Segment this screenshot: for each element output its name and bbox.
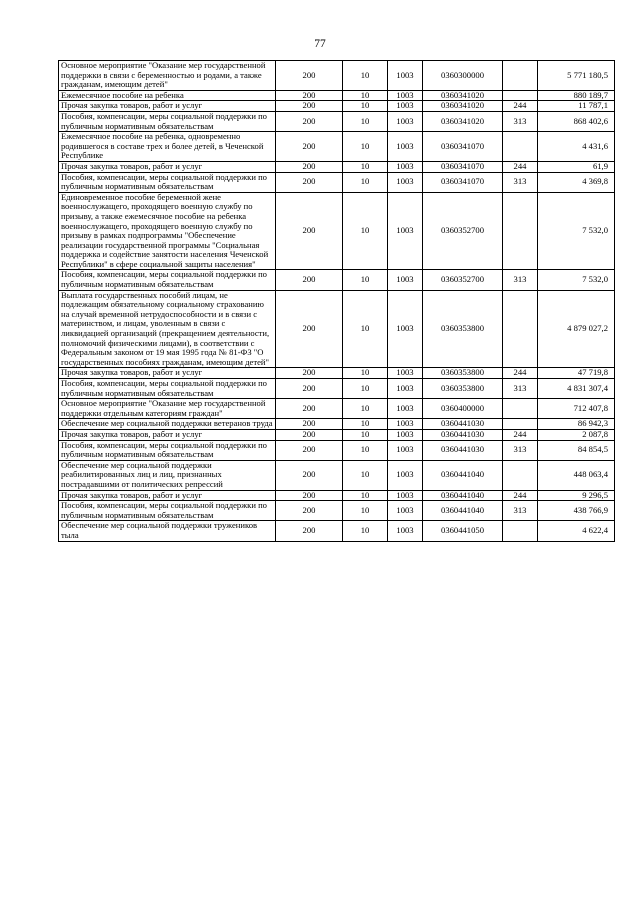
row-section-code: 10 bbox=[343, 111, 388, 131]
row-ved-code: 200 bbox=[276, 61, 343, 91]
row-section-code: 10 bbox=[343, 61, 388, 91]
row-ved-code: 200 bbox=[276, 440, 343, 460]
row-section-code: 10 bbox=[343, 192, 388, 270]
table-row bbox=[59, 399, 615, 419]
row-subsection-code: 1003 bbox=[388, 192, 423, 270]
row-ved-code: 200 bbox=[276, 429, 343, 440]
row-amount: 438 766,9 bbox=[538, 501, 615, 521]
row-subsection-code: 1003 bbox=[388, 490, 423, 501]
row-expense-type-code bbox=[503, 192, 538, 270]
row-expense-type-code: 313 bbox=[503, 379, 538, 399]
row-ved-code: 200 bbox=[276, 172, 343, 192]
row-amount: 4 431,6 bbox=[538, 132, 615, 162]
table-row bbox=[59, 419, 615, 430]
row-amount: 7 532,0 bbox=[538, 270, 615, 290]
row-expense-type-code bbox=[503, 419, 538, 430]
row-subsection-code: 1003 bbox=[388, 419, 423, 430]
row-ved-code: 200 bbox=[276, 521, 343, 541]
row-name: Пособия, компенсации, меры социальной поддержки по публичным нормативным обязательствам bbox=[59, 111, 276, 131]
row-expense-type-code: 244 bbox=[503, 368, 538, 379]
row-section-code: 10 bbox=[343, 101, 388, 112]
row-ved-code: 200 bbox=[276, 419, 343, 430]
row-section-code: 10 bbox=[343, 521, 388, 541]
row-ved-code: 200 bbox=[276, 501, 343, 521]
row-target-article-code: 0360400000 bbox=[423, 399, 503, 419]
row-ved-code: 200 bbox=[276, 161, 343, 172]
row-name: Прочая закупка товаров, работ и услуг bbox=[59, 429, 276, 440]
row-section-code: 10 bbox=[343, 90, 388, 101]
row-target-article-code: 0360353800 bbox=[423, 290, 503, 368]
table-row bbox=[59, 379, 615, 399]
row-section-code: 10 bbox=[343, 368, 388, 379]
table-row bbox=[59, 270, 615, 290]
row-expense-type-code bbox=[503, 61, 538, 91]
row-amount: 7 532,0 bbox=[538, 192, 615, 270]
table-row bbox=[59, 161, 615, 172]
row-subsection-code: 1003 bbox=[388, 440, 423, 460]
row-name: Основное мероприятие "Оказание мер государственной поддержки отдельным категориям граждан" bbox=[59, 399, 276, 419]
row-amount: 4 622,4 bbox=[538, 521, 615, 541]
row-name: Пособия, компенсации, меры социальной поддержки по публичным нормативным обязательствам bbox=[59, 172, 276, 192]
row-amount: 11 787,1 bbox=[538, 101, 615, 112]
table-row bbox=[59, 290, 615, 368]
row-section-code: 10 bbox=[343, 379, 388, 399]
row-amount: 2 087,8 bbox=[538, 429, 615, 440]
row-target-article-code: 0360441040 bbox=[423, 501, 503, 521]
row-amount: 5 771 180,5 bbox=[538, 61, 615, 91]
row-subsection-code: 1003 bbox=[388, 90, 423, 101]
row-ved-code: 200 bbox=[276, 101, 343, 112]
table-row bbox=[59, 101, 615, 112]
row-name: Единовременное пособие беременной жене военнослужащего, проходящего военную службу по призыву, а также ежемесячное пособие на ребенка военнослужащего, проходящего военную службу по призыву в рамках подпрограммы "Обеспечение реализации государственной программы "Социальная поддержка и содействие занятости населения Чеченской Республики" в сфере социальной защиты населения" bbox=[59, 192, 276, 270]
row-expense-type-code bbox=[503, 290, 538, 368]
row-name: Пособия, компенсации, меры социальной поддержки по публичным нормативным обязательствам bbox=[59, 379, 276, 399]
row-expense-type-code: 313 bbox=[503, 501, 538, 521]
table-row bbox=[59, 368, 615, 379]
table-row bbox=[59, 90, 615, 101]
row-subsection-code: 1003 bbox=[388, 460, 423, 490]
row-name: Выплата государственных пособий лицам, не подлежащим обязательному социальному страхованию на случай временной нетрудоспособности и в связи с материнством, и лицам, уволенным в связи с ликвидацией организаций (прекращением деятельности, полномочий физическими лицами), в соответствии с Федеральным законом от 19 мая 1995 года № 81-ФЗ "О государственных пособиях гражданам, имеющим детей" bbox=[59, 290, 276, 368]
row-subsection-code: 1003 bbox=[388, 161, 423, 172]
row-name: Основное мероприятие "Оказание мер государственной поддержки в связи с беременностью и родами, а также гражданам, имеющим детей" bbox=[59, 61, 276, 91]
row-name: Прочая закупка товаров, работ и услуг bbox=[59, 101, 276, 112]
row-section-code: 10 bbox=[343, 172, 388, 192]
row-target-article-code: 0360353800 bbox=[423, 368, 503, 379]
row-target-article-code: 0360341020 bbox=[423, 101, 503, 112]
row-amount: 61,9 bbox=[538, 161, 615, 172]
row-section-code: 10 bbox=[343, 419, 388, 430]
row-ved-code: 200 bbox=[276, 368, 343, 379]
row-section-code: 10 bbox=[343, 132, 388, 162]
row-subsection-code: 1003 bbox=[388, 379, 423, 399]
row-ved-code: 200 bbox=[276, 132, 343, 162]
row-expense-type-code bbox=[503, 460, 538, 490]
table-row bbox=[59, 172, 615, 192]
row-amount: 712 407,8 bbox=[538, 399, 615, 419]
row-target-article-code: 0360441030 bbox=[423, 429, 503, 440]
row-expense-type-code: 244 bbox=[503, 490, 538, 501]
row-name: Прочая закупка товаров, работ и услуг bbox=[59, 368, 276, 379]
row-subsection-code: 1003 bbox=[388, 399, 423, 419]
row-expense-type-code: 313 bbox=[503, 172, 538, 192]
row-amount: 4 879 027,2 bbox=[538, 290, 615, 368]
row-ved-code: 200 bbox=[276, 399, 343, 419]
row-name: Ежемесячное пособие на ребенка bbox=[59, 90, 276, 101]
row-subsection-code: 1003 bbox=[388, 521, 423, 541]
row-name: Обеспечение мер социальной поддержки тружеников тыла bbox=[59, 521, 276, 541]
row-section-code: 10 bbox=[343, 460, 388, 490]
row-section-code: 10 bbox=[343, 399, 388, 419]
row-section-code: 10 bbox=[343, 501, 388, 521]
row-subsection-code: 1003 bbox=[388, 111, 423, 131]
row-ved-code: 200 bbox=[276, 490, 343, 501]
row-target-article-code: 0360341020 bbox=[423, 111, 503, 131]
row-amount: 868 402,6 bbox=[538, 111, 615, 131]
row-target-article-code: 0360353800 bbox=[423, 379, 503, 399]
row-expense-type-code bbox=[503, 399, 538, 419]
row-amount: 9 296,5 bbox=[538, 490, 615, 501]
row-expense-type-code: 313 bbox=[503, 440, 538, 460]
table-row bbox=[59, 111, 615, 131]
row-subsection-code: 1003 bbox=[388, 270, 423, 290]
row-target-article-code: 0360300000 bbox=[423, 61, 503, 91]
table-row bbox=[59, 61, 615, 91]
budget-table bbox=[58, 60, 615, 542]
table-row bbox=[59, 192, 615, 270]
row-ved-code: 200 bbox=[276, 192, 343, 270]
row-expense-type-code: 313 bbox=[503, 111, 538, 131]
row-amount: 86 942,3 bbox=[538, 419, 615, 430]
table-row bbox=[59, 521, 615, 541]
row-amount: 448 063,4 bbox=[538, 460, 615, 490]
row-target-article-code: 0360341070 bbox=[423, 132, 503, 162]
row-target-article-code: 0360441040 bbox=[423, 490, 503, 501]
row-subsection-code: 1003 bbox=[388, 101, 423, 112]
row-expense-type-code: 244 bbox=[503, 161, 538, 172]
row-expense-type-code: 244 bbox=[503, 429, 538, 440]
row-name: Ежемесячное пособие на ребенка, одновременно родившегося в составе трех и более детей, в Чеченской Республике bbox=[59, 132, 276, 162]
page-number: 77 bbox=[314, 38, 326, 50]
row-ved-code: 200 bbox=[276, 379, 343, 399]
row-amount: 880 189,7 bbox=[538, 90, 615, 101]
row-subsection-code: 1003 bbox=[388, 61, 423, 91]
row-amount: 47 719,8 bbox=[538, 368, 615, 379]
row-name: Обеспечение мер социальной поддержки реабилитированных лиц и лиц, признанных пострадавшими от политических репрессий bbox=[59, 460, 276, 490]
row-target-article-code: 0360341070 bbox=[423, 172, 503, 192]
row-amount: 4 369,8 bbox=[538, 172, 615, 192]
row-amount: 4 831 307,4 bbox=[538, 379, 615, 399]
row-name: Пособия, компенсации, меры социальной поддержки по публичным нормативным обязательствам bbox=[59, 440, 276, 460]
row-subsection-code: 1003 bbox=[388, 429, 423, 440]
row-name: Обеспечение мер социальной поддержки ветеранов труда bbox=[59, 419, 276, 430]
row-section-code: 10 bbox=[343, 161, 388, 172]
row-subsection-code: 1003 bbox=[388, 172, 423, 192]
row-name: Пособия, компенсации, меры социальной поддержки по публичным нормативным обязательствам bbox=[59, 501, 276, 521]
row-ved-code: 200 bbox=[276, 90, 343, 101]
row-target-article-code: 0360441050 bbox=[423, 521, 503, 541]
row-expense-type-code bbox=[503, 521, 538, 541]
row-ved-code: 200 bbox=[276, 111, 343, 131]
row-ved-code: 200 bbox=[276, 290, 343, 368]
row-name: Прочая закупка товаров, работ и услуг bbox=[59, 161, 276, 172]
table-row bbox=[59, 501, 615, 521]
row-name: Пособия, компенсации, меры социальной поддержки по публичным нормативным обязательствам bbox=[59, 270, 276, 290]
row-expense-type-code: 313 bbox=[503, 270, 538, 290]
table-body bbox=[59, 61, 615, 542]
row-target-article-code: 0360341020 bbox=[423, 90, 503, 101]
row-name: Прочая закупка товаров, работ и услуг bbox=[59, 490, 276, 501]
row-amount: 84 854,5 bbox=[538, 440, 615, 460]
row-ved-code: 200 bbox=[276, 270, 343, 290]
row-section-code: 10 bbox=[343, 270, 388, 290]
row-section-code: 10 bbox=[343, 429, 388, 440]
row-ved-code: 200 bbox=[276, 460, 343, 490]
row-subsection-code: 1003 bbox=[388, 501, 423, 521]
row-target-article-code: 0360441030 bbox=[423, 419, 503, 430]
row-target-article-code: 0360352700 bbox=[423, 270, 503, 290]
row-subsection-code: 1003 bbox=[388, 132, 423, 162]
row-expense-type-code: 244 bbox=[503, 101, 538, 112]
row-expense-type-code bbox=[503, 90, 538, 101]
row-target-article-code: 0360352700 bbox=[423, 192, 503, 270]
table-row bbox=[59, 440, 615, 460]
row-section-code: 10 bbox=[343, 490, 388, 501]
table-row bbox=[59, 460, 615, 490]
table-row bbox=[59, 132, 615, 162]
row-target-article-code: 0360341070 bbox=[423, 161, 503, 172]
row-section-code: 10 bbox=[343, 440, 388, 460]
table-row bbox=[59, 490, 615, 501]
row-target-article-code: 0360441040 bbox=[423, 460, 503, 490]
row-subsection-code: 1003 bbox=[388, 368, 423, 379]
row-expense-type-code bbox=[503, 132, 538, 162]
row-section-code: 10 bbox=[343, 290, 388, 368]
row-target-article-code: 0360441030 bbox=[423, 440, 503, 460]
table-row bbox=[59, 429, 615, 440]
row-subsection-code: 1003 bbox=[388, 290, 423, 368]
